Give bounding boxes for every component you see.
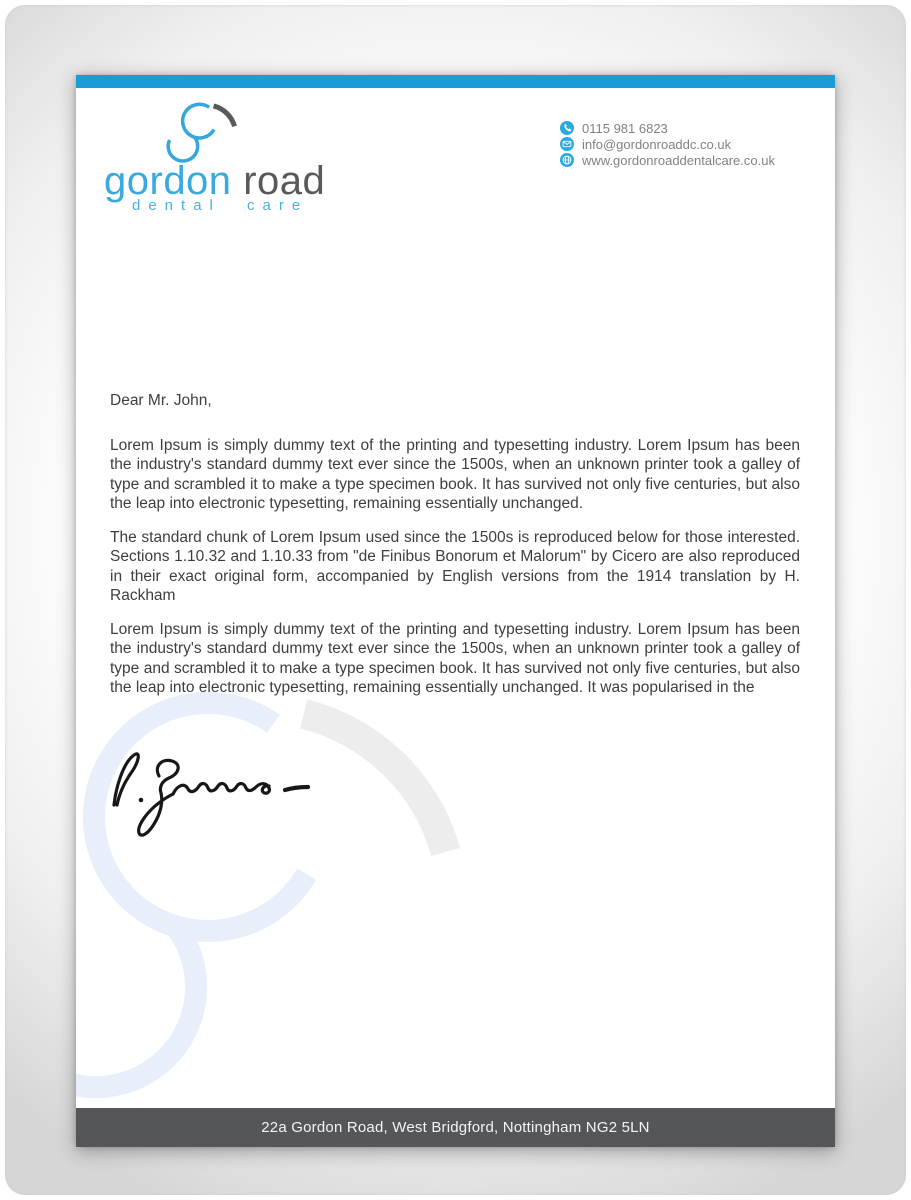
paragraph-1: Lorem Ipsum is simply dummy text of the printing and typesetting industry. Lorem Ipsum has been the industry's standard dummy text ever since the 1500s, when an unknown printer took a galley of type and scrambled it to make a type specimen book. It has survived not only five centuries, but also the leap into electronic typesetting, remaining essentially unchanged.	[110, 436, 800, 512]
brand-top-bar	[76, 75, 835, 88]
paragraph-2: The standard chunk of Lorem Ipsum used since the 1500s is reproduced below for those interested. Sections 1.10.32 and 1.10.33 from "de Finibus Bonorum et Malorum" by Cicero are also reproduced in their exact original form, accompanied by English versions from the 1914 translation by H. Rackham	[110, 528, 800, 604]
contact-block	[560, 120, 820, 168]
logo-wordmark	[104, 161, 325, 201]
letter-page	[76, 75, 835, 1147]
contact-email: info@gordonroaddc.co.uk	[582, 136, 732, 152]
salutation: Dear Mr. John,	[110, 392, 212, 409]
footer-bar	[76, 1108, 835, 1147]
contact-email-row	[560, 136, 820, 152]
logo-word-road: road	[243, 159, 326, 203]
envelope-icon	[560, 137, 574, 151]
letter-body	[110, 391, 800, 712]
footer-address: 22a Gordon Road, West Bridgford, Nottingham NG2 5LN	[261, 1119, 650, 1136]
logo-tagline: dental care	[132, 197, 309, 214]
contact-phone: 0115 981 6823	[582, 120, 668, 136]
signature	[93, 743, 323, 853]
contact-website-row	[560, 152, 820, 168]
logo-word-gordon: gordon	[104, 159, 232, 203]
g-logo-icon	[180, 91, 239, 161]
paragraph-3: Lorem Ipsum is simply dummy text of the printing and typesetting industry. Lorem Ipsum has been the industry's standard dummy text ever since the 1500s, when an unknown printer took a galley of type and scrambled it to make a type specimen book. It has survived not only five centuries, but also the leap into electronic typesetting, remaining essentially unchanged. It was popularised in the	[110, 620, 800, 696]
globe-icon	[560, 153, 574, 167]
contact-phone-row	[560, 120, 820, 136]
contact-website: www.gordonroaddentalcare.co.uk	[582, 152, 775, 168]
phone-icon	[560, 121, 574, 135]
